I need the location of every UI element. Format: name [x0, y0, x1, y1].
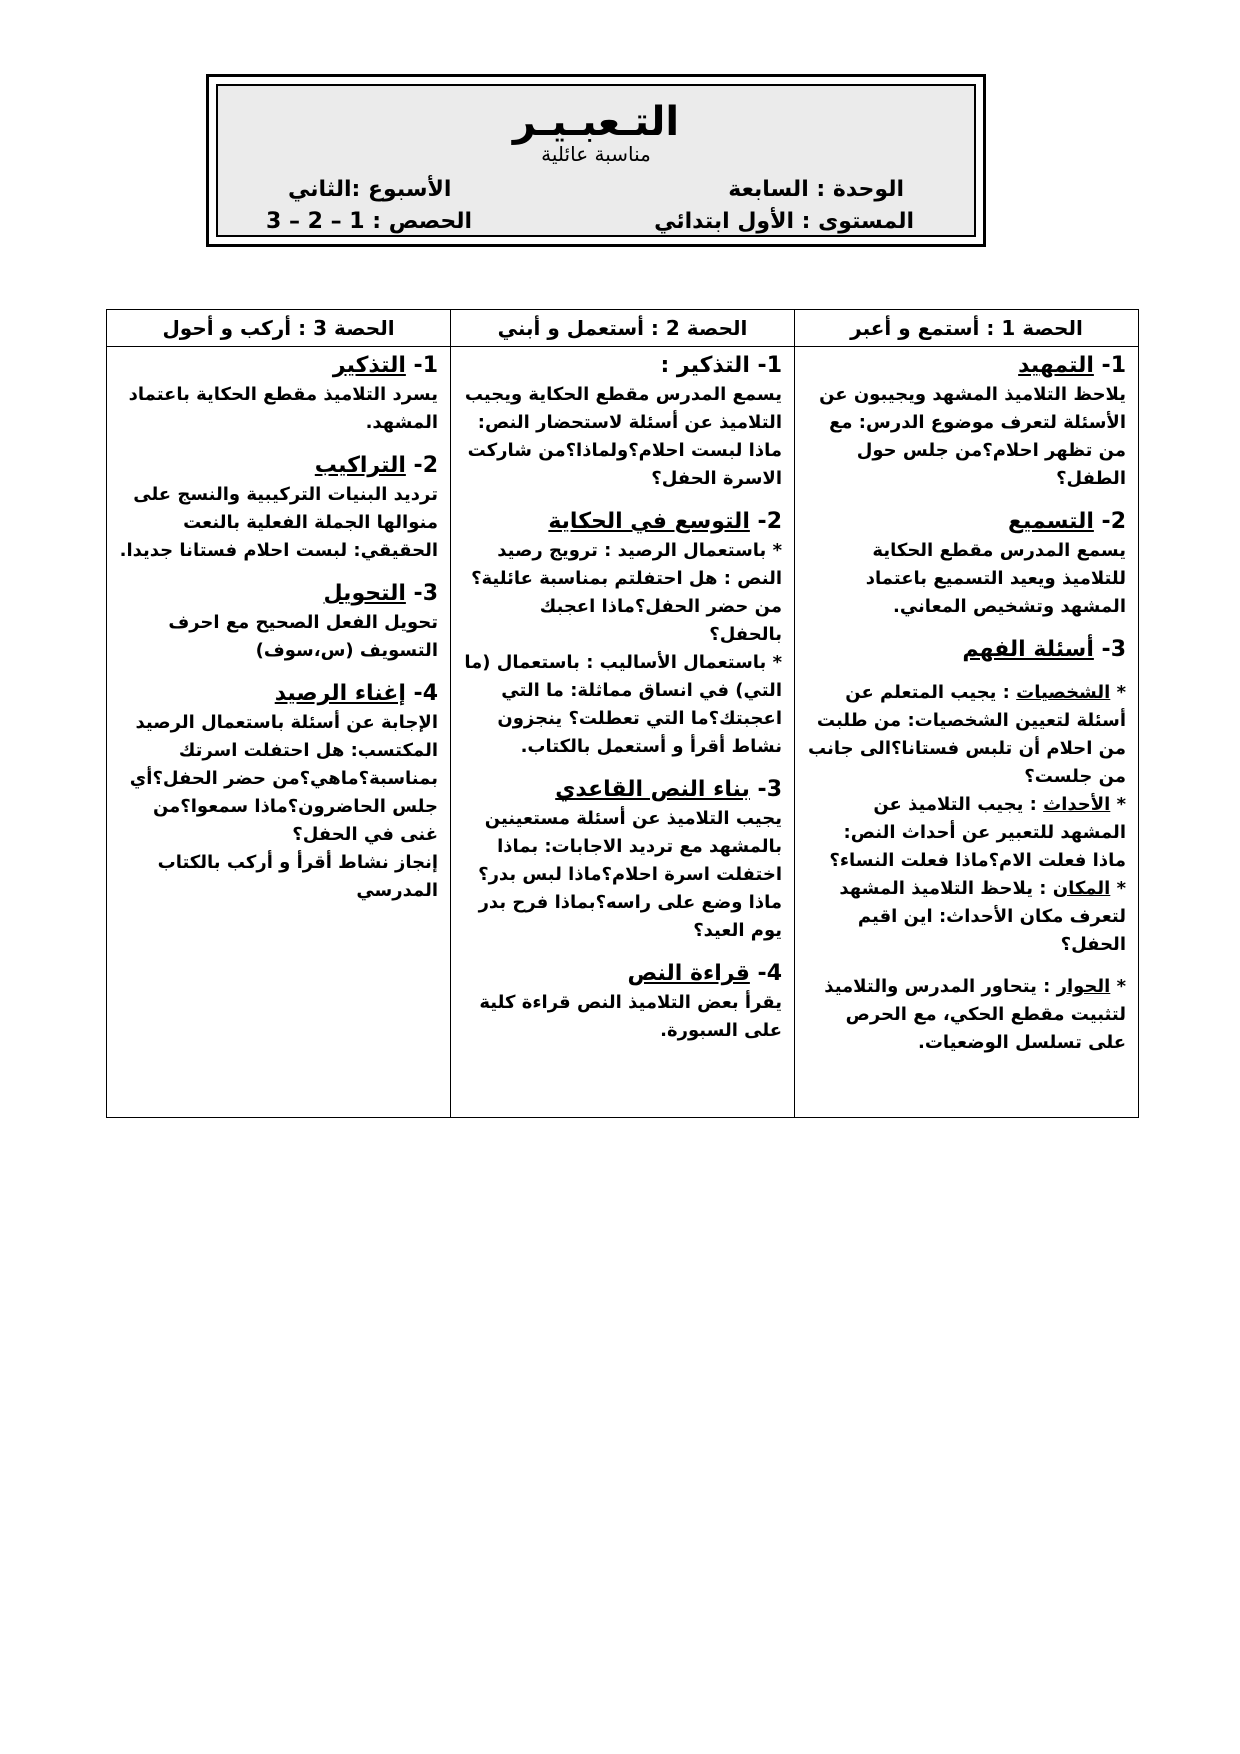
section-base-text [463, 775, 782, 945]
section-title: بناء النص القاعدي [555, 777, 750, 802]
section-title: إغناء الرصيد [274, 681, 406, 706]
section-enrichment [119, 679, 438, 905]
bullet-label: المكان [1052, 878, 1111, 899]
bullet-place: * المكان : يلاحظ التلاميذ المشهد لتعرف مكان الأحداث: اين اقيم الحفل؟ [839, 878, 1126, 955]
section-number: 2- [1101, 509, 1126, 534]
section-title: أسئلة الفهم [962, 637, 1094, 662]
section-number: 1- [757, 353, 782, 378]
page-title: التـعبـيـر [512, 99, 680, 145]
week-label: الأسبوع :الثاني [288, 177, 452, 202]
section-expansion [463, 507, 782, 761]
bullet-text: : يلاحظ التلاميذ المشهد لتعرف مكان الأحداث: اين اقيم الحفل؟ [839, 878, 1126, 955]
section-text: يلاحظ التلاميذ المشهد ويجيبون عن الأسئلة لتعرف موضوع الدرس: مع من تظهر احلام؟من جلس حول الطفل؟ [819, 384, 1126, 489]
section-structures [119, 451, 438, 565]
section-number: 2- [413, 453, 438, 478]
table-body-row [107, 347, 1139, 1118]
column-header-session-1: الحصة 1 : أستمع و أعبر [795, 310, 1139, 347]
section-title: التسميع [1007, 509, 1094, 534]
section-title: التذكير [332, 353, 406, 378]
section-text: الإجابة عن أسئلة باستعمال الرصيد المكتسب: هل احتفلت اسرتك بمناسبة؟ماهي؟من حضر الحفل؟أي جلس الحاضرون؟ماذا سمعوا؟من غنى في الحفل؟ [129, 712, 438, 845]
section-reminder [463, 351, 782, 493]
lesson-plan-table [106, 309, 1139, 1118]
section-number: 3- [413, 581, 438, 606]
session-2-cell [451, 347, 795, 1118]
section-number: 1- [413, 353, 438, 378]
bullet-styles: * باستعمال الأساليب : باستعمال (ما التي) في انساق مماثلة: ما التي اعجبتك؟ما التي تعطلت؟ ينجزون نشاط أقرأ و أستعمل بالكتاب. [464, 652, 782, 757]
bullet-text: : يتحاور المدرس والتلاميذ لتثبيت مقطع الحكي، مع الحرص على تسلسل الوضعيات. [824, 976, 1126, 1053]
section-text: ترديد البنيات التركيبية والنسج على منوالها الجملة الفعلية بالنعت الحقيقي: لبست احلام فستانا جديدا. [119, 484, 438, 561]
section-title: التذكير : [660, 353, 750, 378]
section-number: 1- [1101, 353, 1126, 378]
section-text: يسمع المدرس مقطع الحكاية للتلاميذ ويعيد التسميع باعتماد المشهد وتشخيص المعاني. [865, 540, 1126, 617]
bullet-text: : يجيب المتعلم عن أسئلة لتعيين الشخصيات: من طلبت من احلام أن تلبس فستانا؟الى جانب من جلست؟ [808, 682, 1126, 787]
column-header-session-3: الحصة 3 : أركب و أحول [107, 310, 451, 347]
section-listening [807, 507, 1126, 621]
section-reminder [119, 351, 438, 437]
session-3-cell [107, 347, 451, 1118]
section-comprehension [807, 635, 1126, 1057]
bullet-label: الشخصيات [1016, 682, 1111, 703]
section-number: 3- [1101, 637, 1126, 662]
section-title: قراءة النص [627, 961, 750, 986]
column-header-session-2: الحصة 2 : أستعمل و أبني [451, 310, 795, 347]
section-text-activity: إنجاز نشاط أقرأ و أركب بالكتاب المدرسي [157, 852, 438, 901]
level-label: المستوى : الأول ابتدائي [654, 209, 914, 234]
bullet-text: : يجيب التلاميذ عن المشهد للتعبير عن أحداث النص: ماذا فعلت الام؟ماذا فعلت النساء؟ [829, 794, 1126, 871]
section-intro [807, 351, 1126, 493]
section-title: التوسع في الحكاية [548, 509, 750, 534]
sessions-label: الحصص : 1 – 2 – 3 [266, 209, 473, 234]
section-number: 3- [757, 777, 782, 802]
section-number: 4- [413, 681, 438, 706]
bullet-events: * الأحداث : يجيب التلاميذ عن المشهد للتعبير عن أحداث النص: ماذا فعلت الام؟ماذا فعلت النساء؟ [829, 794, 1126, 871]
session-1-cell [795, 347, 1139, 1118]
section-text: يقرأ بعض التلاميذ النص قراءة كلية على السبورة. [479, 992, 782, 1041]
unit-label: الوحدة : السابعة [728, 177, 904, 202]
bullet-label: الحوار [1056, 976, 1111, 997]
section-transformation [119, 579, 438, 665]
bullet-characters: * الشخصيات : يجيب المتعلم عن أسئلة لتعيين الشخصيات: من طلبت من احلام أن تلبس فستانا؟الى جانب من جلست؟ [808, 682, 1126, 787]
bullet-vocabulary: * باستعمال الرصيد : ترويج رصيد النص : هل احتفلتم بمناسبة عائلية؟من حضر الحفل؟ماذا اعجبك بالحفل؟ [471, 540, 782, 645]
header-inner [216, 84, 976, 237]
section-title: التراكيب [314, 453, 406, 478]
section-number: 4- [757, 961, 782, 986]
section-text: يسمع المدرس مقطع الحكاية ويجيب التلاميذ عن أسئلة لاستحضار النص: ماذا لبست احلام؟ولماذا؟من شاركت الاسرة الحفل؟ [464, 384, 782, 489]
bullet-dialogue: * الحوار : يتحاور المدرس والتلاميذ لتثبيت مقطع الحكي، مع الحرص على تسلسل الوضعيات. [824, 976, 1126, 1053]
section-text: يسرد التلاميذ مقطع الحكاية باعتماد المشهد. [128, 384, 438, 433]
table-header-row [107, 310, 1139, 347]
header-box [206, 74, 986, 247]
section-text: تحويل الفعل الصحيح مع احرف التسويف (س،سوف) [168, 612, 438, 661]
page-subtitle: مناسبة عائلية [541, 142, 651, 166]
section-title: التمهيد [1018, 353, 1094, 378]
bullet-label: الأحداث [1043, 794, 1111, 815]
section-number: 2- [757, 509, 782, 534]
section-text: يجيب التلاميذ عن أسئلة مستعينين بالمشهد مع ترديد الاجابات: بماذا اختفلت اسرة احلام؟ماذا لبس بدر؟ماذا وضع على راسه؟بماذا فرح بدر يوم العيد؟ [478, 808, 782, 941]
section-reading [463, 959, 782, 1045]
section-title: التحويل [323, 581, 406, 606]
